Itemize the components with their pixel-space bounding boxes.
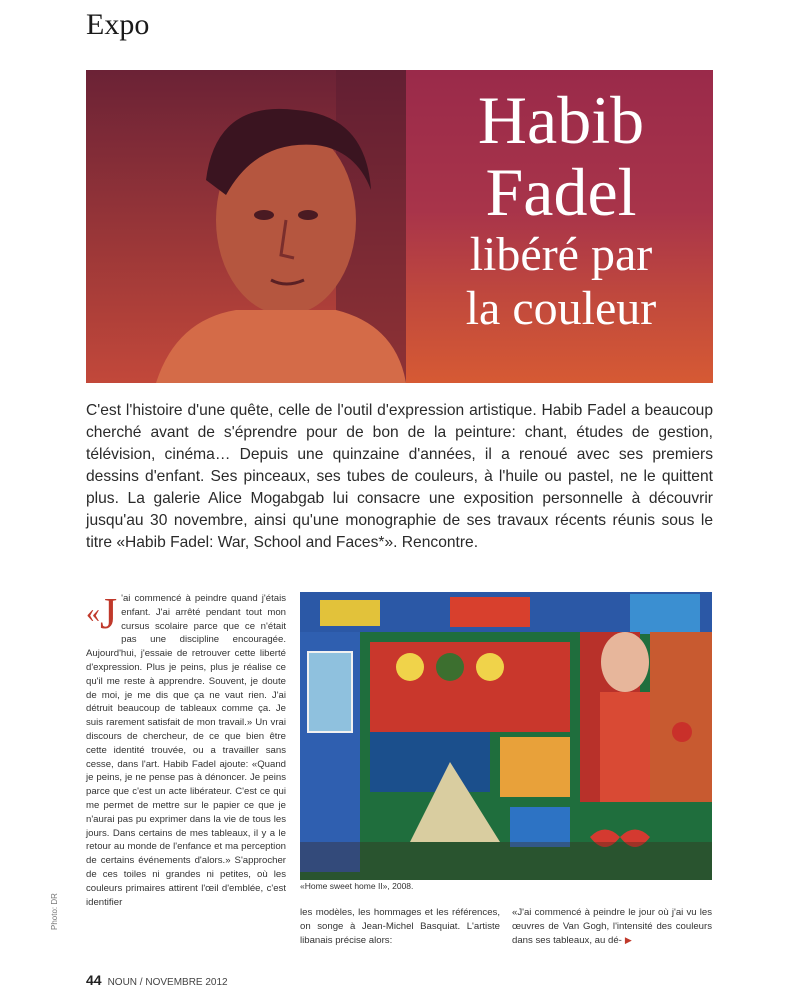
hero-banner bbox=[86, 70, 713, 383]
body-column-2: les modèles, les hommages et les références, on songe à Jean-Michel Basquiat. L'artiste libanais précise alors: bbox=[300, 907, 500, 946]
painting-artwork bbox=[300, 592, 712, 880]
body-text-3: «J'ai commencé à peindre le jour où j'ai vu les œuvres de Van Gogh, l'intensité des couleurs dans ses tableaux, au dé- bbox=[512, 907, 712, 946]
body-text-1: 'ai commencé à peindre quand j'étais enfant. J'ai arrêté pendant tout mon cursus scolaire parce que ce n'était pas une discipline encouragée. Aujourd'hui, j'essaie de retrouver cette liberté d'expression. Plus je peins, plus je réalise ce qu'il me reste à apprendre. Souvent, je doute de moi, je me dis que ça ne vaut rien. J'ai détruit beaucoup de tableaux comme ça. Je suis rarement satisfait de mon travail.» Un vrai discours de chercheur, de ce que bien être cette identité trouvée, ou a travailler sans cesse, dans l'art. Habib Fadel ajoute: «Quand je peins, je ne pense pas à dénoncer. Je peins parce que c'est un acte libérateur. C'est ce qui me permet de mettre sur le papier ce que je n'aurai pas pu exprimer dans la vie de tous les jours. Dans certains de mes tableaux, il y a le retour au monde de l'enfance et ma perception de certains événements d'alors.» S'approcher de ces toiles ni grandes ni petites, où les couleurs primaires attirent l'œil d'emblée, c'est identifier bbox=[86, 593, 286, 908]
page-number: 44 bbox=[86, 972, 102, 988]
publication-info: NOUN / NOVEMBRE 2012 bbox=[107, 977, 228, 988]
photo-credit: Photo: DR bbox=[50, 893, 59, 930]
lede-paragraph: C'est l'histoire d'une quête, celle de l'outil d'expression artistique. Habib Fadel a beaucoup cherché avant de s'éprendre pour de bon de la peinture: chant, études de gestion, télévision, cinéma… Depuis une quinzaine d'années, il a renoué avec ses premiers dessins d'enfant. Ses pinceaux, ses tubes de couleurs, à l'huile ou pastel, ne le quittent plus. La galerie Alice Mogabgab lui consacre une exposition personnelle à découvrir jusqu'au 30 novembre, ainsi qu'une monographie de ses travaux récents réunis sous le titre «Habib Fadel: War, School and Faces*». Rencontre. bbox=[86, 402, 713, 551]
painting-caption: «Home sweet home II», 2008. bbox=[300, 881, 414, 891]
portrait-photo bbox=[86, 70, 406, 383]
quote-mark: « bbox=[86, 598, 100, 629]
continue-arrow-icon: ▶ bbox=[624, 934, 632, 945]
body-column-3 bbox=[512, 906, 712, 947]
subtitle-line-2: la couleur bbox=[465, 282, 657, 335]
page-footer bbox=[86, 972, 228, 988]
drop-cap-letter: J bbox=[100, 589, 118, 638]
body-column-1 bbox=[86, 589, 286, 909]
drop-cap bbox=[86, 589, 118, 638]
hero-title bbox=[416, 84, 706, 336]
title-first-name: Habib bbox=[477, 82, 645, 158]
painting-image bbox=[300, 592, 712, 880]
title-last-name: Fadel bbox=[485, 154, 637, 230]
section-label: Expo bbox=[86, 8, 150, 41]
subtitle-line-1: libéré par bbox=[469, 228, 653, 281]
